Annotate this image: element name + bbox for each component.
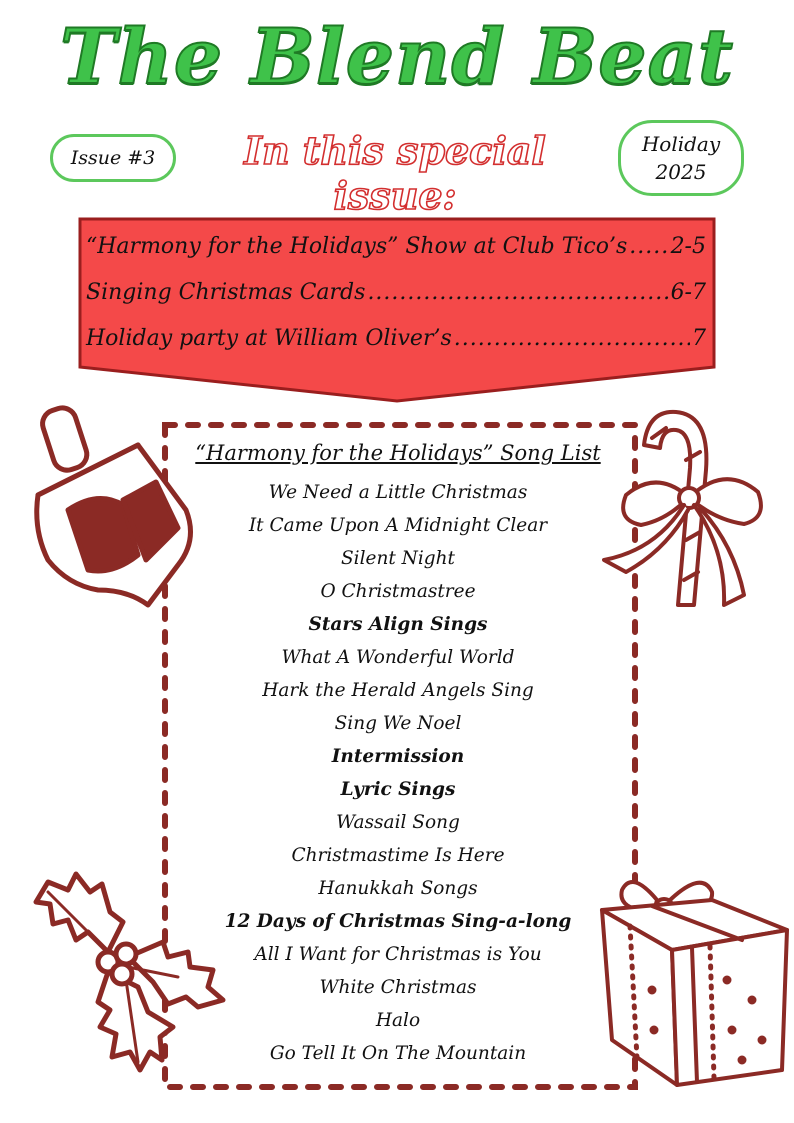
toc-leader-dots [367,270,668,316]
song-item: All I Want for Christmas is You [254,944,542,965]
toc-item[interactable] [86,316,706,362]
song-item: It Came Upon A Midnight Clear [248,515,548,536]
song-item: Silent Night [341,548,455,569]
song-item: What A Wonderful World [281,647,515,668]
toc-item-pages: 2-5 [670,234,706,259]
dreidel-icon [28,400,208,610]
table-of-contents [86,224,706,362]
issue-label: Issue #3 [70,147,156,169]
issue-badge [50,134,176,182]
song-list-heading: “Harmony for the Holidays” Song List [195,441,601,465]
toc-item-title: Holiday party at William Oliver’s [86,326,452,351]
song-item: Halo [375,1010,421,1031]
holly-icon [28,862,228,1092]
song-item: Christmastime Is Here [291,845,505,866]
candy-cane-icon [596,400,776,615]
edition-badge [618,120,744,196]
toc-item[interactable] [86,270,706,316]
toc-leader-dots [629,224,668,270]
toc-item[interactable] [86,224,706,270]
song-item: White Christmas [319,977,477,998]
toc-item-pages: 6-7 [670,280,706,305]
song-item: We Need a Little Christmas [268,482,528,503]
edition-line-1: Holiday [641,132,721,156]
song-item: Sing We Noel [334,713,462,734]
song-item: Hanukkah Songs [318,878,478,899]
song-list [180,438,616,1070]
toc-leader-dots [454,316,690,362]
song-section-heading: 12 Days of Christmas Sing-a-long [224,911,572,932]
newsletter-title: The Blend Beat [60,12,734,101]
toc-item-title: “Harmony for the Holidays” Show at Club Tico’s [86,234,628,259]
edition-line-2: 2025 [655,160,707,184]
song-section-heading: Lyric Sings [340,779,456,800]
special-issue-heading: In this special issue: [244,128,546,218]
song-item: Wassail Song [336,812,460,833]
toc-item-title: Singing Christmas Cards [86,280,366,305]
gift-box-icon [592,870,792,1090]
song-item: O Christmastree [320,581,476,602]
song-section-heading: Intermission [331,746,465,767]
song-section-heading: Stars Align Sings [308,614,488,635]
toc-item-pages: 7 [692,326,706,351]
song-item: Go Tell It On The Mountain [269,1043,527,1064]
song-item: Hark the Herald Angels Sing [262,680,534,701]
